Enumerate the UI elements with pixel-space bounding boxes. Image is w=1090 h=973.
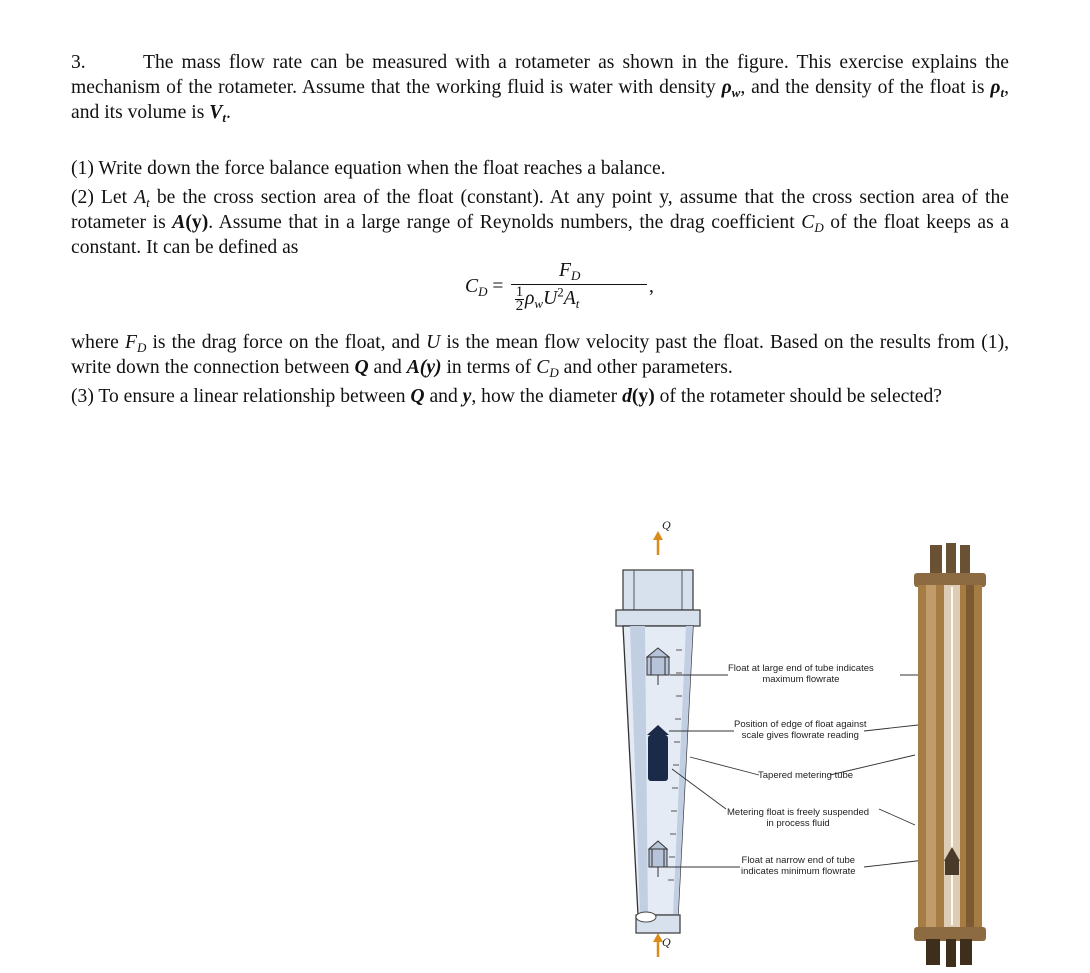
part-1: (1) Write down the force balance equation when the float reaches a balance.: [71, 158, 666, 179]
problem-intro: 3. The mass flow rate can be measured with a rotameter as shown in the figure. This exercise explains the mechanism of the rotameter. Assume that the working fluid is water with density $\rho_w$, and the density of the float is $\rho_t$, and its volume is $V_t$.: [71, 52, 1009, 125]
part-3: (3) To ensure a linear relationship between Q and y, how the diameter d(y) of the rotameter should be selected?: [71, 386, 942, 407]
flow-label-top: Q: [662, 518, 671, 532]
part-2: (2) Let $A_t$ be the cross section area of the float (constant). At any point y, assume that the cross section area of the rotameter is A(y). Assume that in a large range of Reynolds numbers, the drag coefficient $C_D$ of the float keeps as a constant. It can be defined as: [71, 187, 1009, 258]
rotameter-photo: [914, 543, 986, 967]
flow-arrow-top: [653, 531, 663, 555]
callout-min-flowrate: Float at narrow end of tube indicates minimum flowrate: [741, 855, 856, 877]
drag-coefficient-equation: $C_D$ = $F_D$ $\frac{1}{2}$ $\rho_wU^2A_t$ ,: [465, 260, 654, 314]
problem-number: 3.: [71, 52, 86, 73]
equation-denominator: $\frac{1}{2}$ $\rho_wU^2A_t$: [515, 284, 580, 314]
equation-lhs: $C_D$ =: [465, 276, 504, 299]
rotameter-figure: [600, 518, 1020, 968]
equation-numerator: $F_D$: [559, 260, 581, 283]
callout-tapered-tube: Tapered metering tube: [758, 770, 854, 781]
where-clause: where $F_D$ is the drag force on the float, and U is the mean flow velocity past the float. Based on the results from (1), write down the connection between Q and A(y) in terms of $C_D$ and other parameters.: [71, 332, 1009, 380]
one-half: $\frac{1}{2}$: [515, 284, 524, 314]
callout-flowrate-reading: Position of edge of float against scale gives flowrate reading: [734, 719, 867, 741]
callout-metering-float: Metering float is freely suspended in process fluid: [727, 807, 870, 829]
rotameter-diagram: [600, 525, 1020, 968]
flow-label-bottom: Q: [662, 935, 671, 949]
problem-text: [71, 50, 1009, 413]
fraction-bar: [511, 284, 647, 285]
float-current: [647, 725, 669, 781]
callout-max-flowrate: Float at large end of tube indicates maximum flowrate: [728, 663, 874, 685]
